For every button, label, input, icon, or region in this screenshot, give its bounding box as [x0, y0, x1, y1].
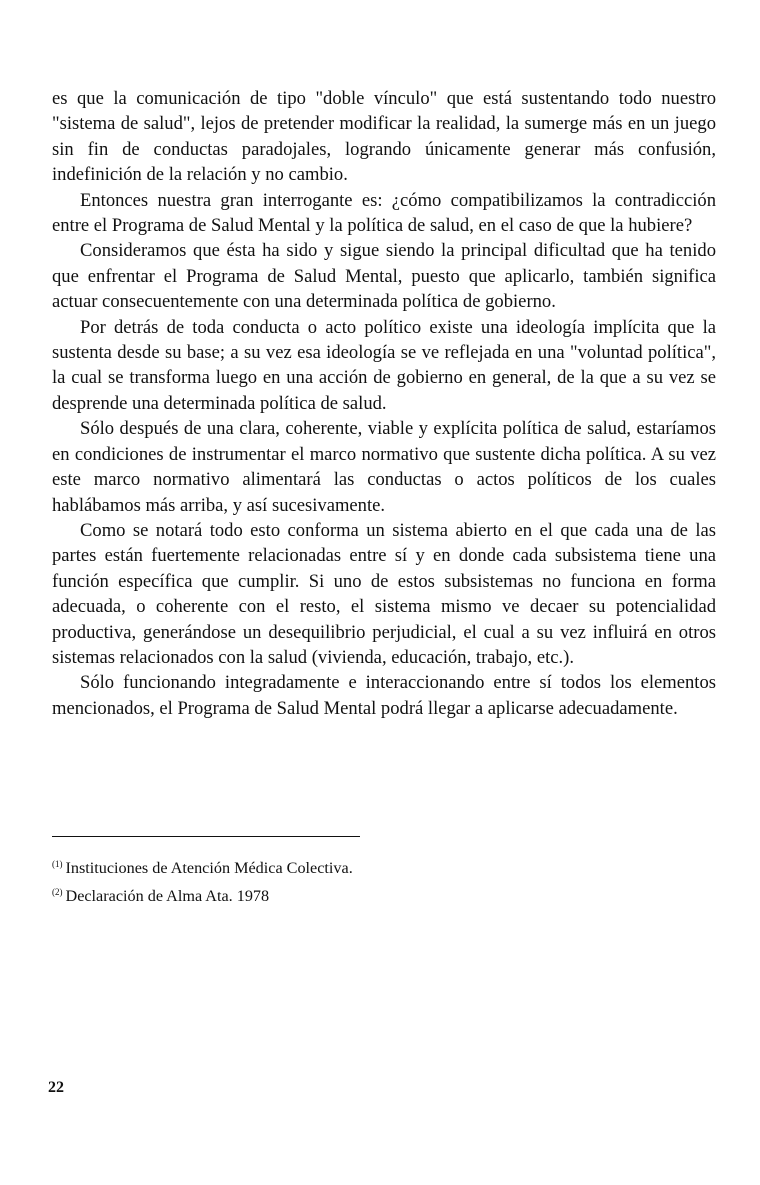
paragraph-7: Sólo funcionando integradamente e interaccionando entre sí todos los elementos mencionados, el Programa de Salud Mental podrá llegar a aplicarse adecuadamente.	[52, 672, 716, 719]
paragraph-4: Por detrás de toda conducta o acto político existe una ideología implícita que la sustenta desde su base; a su vez esa ideología se ve reflejada en una "voluntad política", la cual se transforma luego en una acción de gobierno en general, de la que a su vez se desprende una determinada política de salud.	[52, 316, 716, 414]
footnote-1	[52, 852, 552, 880]
footnote-text: Instituciones de Atención Médica Colectiva.	[65, 859, 353, 877]
page-number: 22	[48, 1079, 64, 1096]
footnote-2	[52, 880, 552, 908]
paragraph-3: Consideramos que ésta ha sido y sigue siendo la principal dificultad que ha tenido que enfrentar el Programa de Salud Mental, puesto que aplicarlo, también significa actuar consecuentemente con una determinada política de gobierno.	[52, 240, 716, 313]
footnote-divider	[52, 836, 360, 837]
footnote-marker: (2)	[52, 887, 63, 897]
paragraph-5: Sólo después de una clara, coherente, viable y explícita política de salud, estaríamos en condiciones de instrumentar el marco normativo que sustente dicha política. A su vez este marco normativo alimentará las conductas o actos políticos de los cuales hablábamos más arriba, y así sucesivamente.	[52, 418, 716, 516]
footnotes	[52, 852, 552, 908]
footnote-text: Declaración de Alma Ata. 1978	[65, 887, 270, 905]
paragraph-6: Como se notará todo esto conforma un sistema abierto en el que cada una de las partes están fuertemente relacionadas entre sí y en donde cada subsistema tiene una función específica que cumplir. Si uno de estos subsistemas no funciona en forma adecuada, o coherente con el resto, el sistema mismo ve decaer su potencialidad productiva, generándose un desequilibrio perjudicial, el cual a su vez influirá en otros sistemas relacionados con la salud (vivienda, educación, trabajo, etc.).	[52, 519, 716, 668]
paragraph-1: es que la comunicación de tipo "doble vínculo" que está sustentando todo nuestro "sistema de salud", lejos de pretender modificar la realidad, la sumerge más en un juego sin fin de conductas paradojales, logrando únicamente generar más confusión, indefinición de la relación y no cambio.	[52, 88, 716, 186]
footnote-marker: (1)	[52, 859, 63, 869]
main-text	[52, 86, 716, 721]
paragraph-2: Entonces nuestra gran interrogante es: ¿cómo compatibilizamos la contradicción entre el Programa de Salud Mental y la política de salud, en el caso de que la hubiere?	[52, 189, 716, 237]
